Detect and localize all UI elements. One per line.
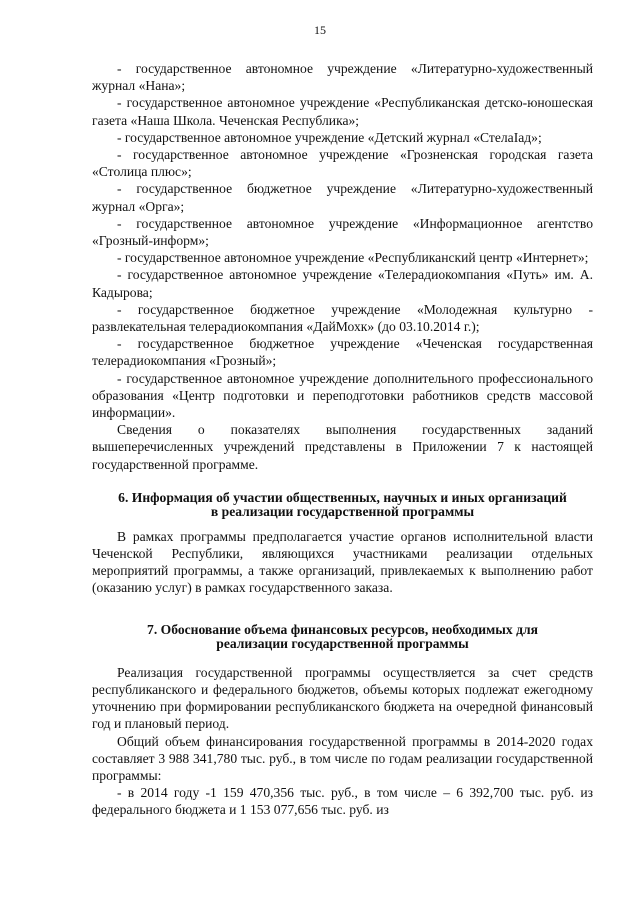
list-item: - государственное автономное учреждение «Литературно-художественный журнал «Нана»; [92,61,593,94]
list-item: - государственное бюджетное учреждение «Чеченская государственная телерадиокомпания «Грозный»; [92,336,593,369]
appendix-note: Сведения о показателях выполнения государственных заданий вышеперечисленных учреждений представлены в Приложении 7 к настоящей государственной программе. [92,422,593,472]
list-item: - государственное автономное учреждение «Телерадиокомпания «Путь» им. А. Кадырова; [92,267,593,300]
list-item: - государственное бюджетное учреждение «Литературно-художественный журнал «Орга»; [92,181,593,214]
section-7-heading-line-2: реализации государственной программы [216,636,469,652]
section-7-paragraph-1: Реализация государственной программы осуществляется за счет средств республиканского и федерального бюджетов, объемы которых подлежат ежегодному уточнению при формировании республиканского бюджета на очередной финансовый год и плановый период. [92,664,593,732]
institutions-list [92,60,593,421]
page-number: 15 [314,23,326,37]
document-body [92,60,593,819]
list-item: - государственное автономное учреждение дополнительного профессионального образования «Центр подготовки и переподготовки работников средств массовой информации». [92,370,593,421]
section-6-heading [92,491,593,520]
section-6-text: В рамках программы предполагается участие органов исполнительной власти Чеченской Республики, являющихся участниками реализации отдельных мероприятий программы, а также организаций, привлекаемых к выполнению работ (оказанию услуг) в рамках государственного заказа. [92,528,593,596]
section-6-heading-line-1: 6. Информация об участии общественных, научных и иных организаций [118,489,567,505]
list-item: - государственное автономное учреждение «Республиканская детско-юношеская газета «Наша Школа. Чеченская Республика»; [92,95,593,128]
list-item: - государственное бюджетное учреждение «Молодежная культурно - развлекательная телерадиокомпания «ДайМохк» (до 03.10.2014 г.); [92,301,593,335]
list-item: - государственное автономное учреждение «Детский журнал «СтелаIад»; [117,129,542,145]
section-7-heading [92,623,593,652]
list-item: - государственное автономное учреждение «Грозненская городская газета «Столица плюс»; [92,147,593,180]
list-item: - государственное автономное учреждение «Республиканский центр «Интернет»; [117,250,589,266]
section-7-heading-line-1: 7. Обоснование объема финансовых ресурсов, необходимых для [147,621,538,637]
section-6-heading-line-2: в реализации государственной программы [210,504,475,520]
section-7-paragraph-2: Общий объем финансирования государственной программы в 2014-2020 годах составляет 3 988 341,780 тыс. руб., в том числе по годам реализации государственной программы: [92,733,593,783]
list-item: - государственное автономное учреждение «Информационное агентство «Грозный-информ»; [92,215,593,249]
financing-item-2014: - в 2014 году -1 159 470,356 тыс. руб., в том числе – 6 392,700 тыс. руб. из федерального бюджета и 1 153 077,656 тыс. руб. из [92,785,593,818]
